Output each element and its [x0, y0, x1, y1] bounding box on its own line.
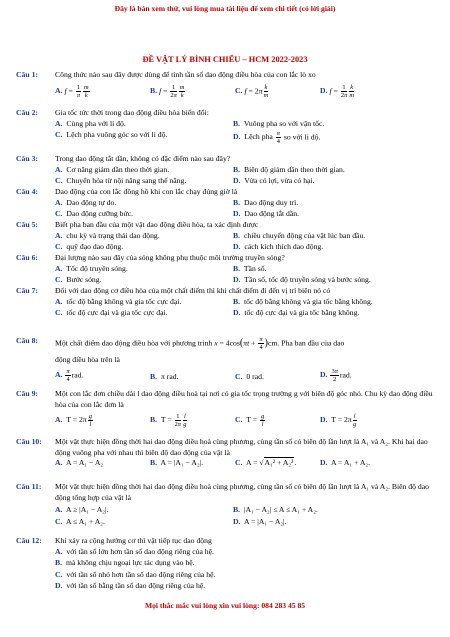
question-12 — [16, 536, 436, 593]
option-c[interactable]: C. tốc độ cực đại và gia tốc cực đại. — [55, 308, 168, 318]
question-text: Trong dao động tắt dần, không có đặc điểm nào sau đây? — [55, 154, 231, 163]
option-d[interactable]: D. T = 2π $\frac{l}{g}$ — [320, 413, 357, 429]
option-d[interactable]: D. Vừa có lợi, vừa có hại. — [233, 176, 315, 186]
question-7 — [16, 286, 436, 320]
option-b[interactable]: B. T = $\frac{1}{2\pi}$ $\frac{l}{g}$ — [150, 413, 187, 429]
question-text: Một vật thực hiện đồng thời hai dao động điều hoà cùng phương, cùng tần số có biên độ lần lượt là A₁ và A₂. Khi hai dao động vuông pha với nhau thì biên độ dao động của vật là — [55, 437, 428, 457]
question-text: Khi xảy ra cộng hưởng cơ thì vật tiếp tục dao động — [55, 536, 212, 545]
question-text-cont: động điều hòa trên là — [55, 355, 120, 364]
option-b[interactable]: B. mà không chịu ngoại lực tác dụng vào hệ. — [55, 558, 195, 568]
option-d[interactable]: D. tốc độ cực đại và gia tốc bằng không. — [233, 308, 360, 318]
option-b[interactable]: B. tốc độ bằng không và gia tốc bằng không. — [233, 296, 373, 306]
option-d[interactable]: D. Tần số, tốc độ truyền sóng và bước sóng. — [233, 275, 371, 285]
option-d[interactable]: D. f = $\frac{1}{2\pi}$ $\frac{k}{m}$ — [320, 83, 354, 99]
question-number: Câu 7: — [16, 286, 38, 295]
option-b[interactable]: B. Tần số. — [233, 263, 267, 273]
question-text: Một con lắc đơn chiều dài l dao động điều hoà tại nơi có gia tốc trọng trường g với biên độ góc nhỏ. Chu kỳ dao động điều hòa của con lắc đơn là — [55, 389, 433, 409]
option-c[interactable]: C. f = 2π $\frac{k}{m}$ — [235, 83, 269, 99]
question-5 — [16, 220, 436, 254]
question-text: Một chất điểm dao động điều hòa với phương trình x = 4cos(πt + $\frac{\pi}{4}$ )cm. Pha ban đầu của dao — [55, 336, 345, 351]
question-text: Gia tốc tức thời trong dao động điều hòa biến đổi: — [55, 108, 209, 117]
option-c[interactable]: C. với tần số nhỏ hơn tần số dao động riêng của hệ. — [55, 569, 216, 579]
question-number: Câu 5: — [16, 220, 38, 229]
option-b[interactable]: B. Vuông pha so với vận tốc. — [233, 118, 325, 128]
question-number: Câu 6: — [16, 253, 38, 262]
option-a[interactable]: A. T = 2π $\frac{g}{l}$ — [55, 413, 92, 429]
option-c[interactable]: C. Lệch pha vuông góc so với li độ. — [55, 130, 168, 140]
option-a[interactable]: A. A = A₁ − A₂ — [55, 458, 104, 468]
option-a[interactable]: A. Cùng pha với li độ. — [55, 118, 126, 128]
question-number: Câu 8: — [16, 336, 38, 345]
option-b[interactable]: B. Biên độ giảm dần theo thời gian. — [233, 164, 345, 174]
option-c[interactable]: C. quỹ đạo dao động. — [55, 242, 124, 252]
option-a[interactable]: A. $\frac{\pi}{4}$ rad. — [55, 367, 84, 383]
question-text: Một vật thực hiện đồng thời hai dao động điều hoà cùng phương, cùng tần số có biên độ lần lượt là A₁ và A₂. Biên độ dao động tổng hợp của vật là — [55, 482, 430, 502]
header-notice: Đây là bản xem thử, vui lòng mua tài liệu để xem chi tiết (có lời giải) — [114, 4, 336, 13]
option-a[interactable]: A. Dao động tự do. — [55, 197, 117, 207]
option-b[interactable]: B. A = |A₁ − A₂|. — [150, 458, 204, 468]
option-c[interactable]: C. A = √A₁² + A₂². — [235, 458, 297, 468]
question-2 — [16, 108, 436, 147]
option-b[interactable]: B. f = $\frac{1}{2\pi}$ $\frac{m}{k}$ — [150, 83, 185, 99]
option-d[interactable]: D. với tần số bằng tần số dao động riêng của hệ. — [55, 581, 206, 591]
option-b[interactable]: B. |A₁ − A₂| ≤ A ≤ A₁ + A₂. — [233, 505, 318, 515]
option-d[interactable]: D. A = A₁ + A₂. — [320, 458, 371, 468]
question-10 — [16, 437, 436, 470]
option-c[interactable]: C. Bước sóng. — [55, 275, 102, 285]
question-6 — [16, 253, 436, 287]
option-c[interactable]: C. Chuyển hóa từ nội năng sang thế năng. — [55, 176, 187, 186]
question-4 — [16, 187, 436, 221]
option-b[interactable]: B. Dao động duy trì. — [233, 197, 299, 207]
option-a[interactable]: A. tốc độ bằng không và gia tốc cực đại. — [55, 296, 182, 306]
question-number: Câu 2: — [16, 108, 38, 117]
option-b[interactable]: B. chiều chuyển động của vật lúc ban đầu. — [233, 230, 366, 240]
question-text: Dao động của con lắc đồng hồ khi con lắc chạy đúng giờ là — [55, 187, 238, 196]
question-number: Câu 10: — [16, 437, 42, 446]
question-text: Công thức nào sau đây được dùng để tính tần số dao động điều hòa của con lắc lò xo — [55, 70, 316, 79]
question-9 — [16, 389, 436, 431]
option-b[interactable]: B. π rad. — [150, 371, 179, 381]
question-number: Câu 12: — [16, 536, 42, 545]
option-a[interactable]: A. Tốc độ truyền sóng. — [55, 263, 128, 273]
question-number: Câu 11: — [16, 482, 42, 491]
option-d[interactable]: D. Dao động tắt dần. — [233, 209, 300, 219]
question-8 — [16, 336, 436, 385]
option-c[interactable]: C. T = $\frac{g}{l}$ — [235, 413, 265, 429]
option-c[interactable]: C. Dao động cưỡng bức. — [55, 209, 134, 219]
question-3 — [16, 154, 436, 188]
footer-notice: Mọi thắc mắc vui lòng xin vui lòng: 084 283 45 85 — [144, 601, 306, 610]
option-d[interactable]: D. $\frac{3\pi}{2}$ rad. — [320, 367, 352, 383]
option-d[interactable]: D. cách kích thích dao động. — [233, 242, 324, 252]
option-a[interactable]: A. với tần số lớn hơn tần số dao động riêng của hệ. — [55, 546, 214, 556]
option-c[interactable]: C. A ≤ A₁ + A₂. — [55, 516, 105, 526]
question-number: Câu 3: — [16, 154, 38, 163]
question-text: Đối với dao động cơ điều hòa của một chất điểm thì khi chất điểm đi đến vị trí biên nó có — [55, 286, 331, 295]
option-a[interactable]: A. f = $\frac{1}{\pi}$ $\frac{m}{k}$ — [55, 83, 89, 99]
question-text: Đại lượng nào sau đây của sóng không phụ thuộc môi trường truyền sóng? — [55, 253, 285, 262]
question-text: Biết pha ban đầu của một vật dao động điều hòa, ta xác định được — [55, 220, 259, 229]
option-a[interactable]: A. chu kỳ và trạng thái dao động. — [55, 230, 160, 240]
question-number: Câu 9: — [16, 389, 38, 398]
option-a[interactable]: A. Cơ năng giảm dần theo thời gian. — [55, 164, 170, 174]
question-number: Câu 4: — [16, 187, 38, 196]
option-d[interactable]: D. Lệch pha $\frac{\pi}{4}$ so với li độ. — [233, 130, 321, 146]
question-1 — [16, 70, 436, 104]
page-title: ĐỀ VẬT LÝ BÌNH CHIỂU – HCM 2022-2023 — [142, 55, 308, 64]
option-d[interactable]: D. A = |A₁ − A₂|. — [233, 516, 287, 526]
option-c[interactable]: C. 0 rad. — [235, 371, 264, 381]
option-a[interactable]: A. A ≥ |A₁ − A₂|. — [55, 505, 109, 515]
question-number: Câu 1: — [16, 70, 38, 79]
question-11 — [16, 482, 436, 528]
